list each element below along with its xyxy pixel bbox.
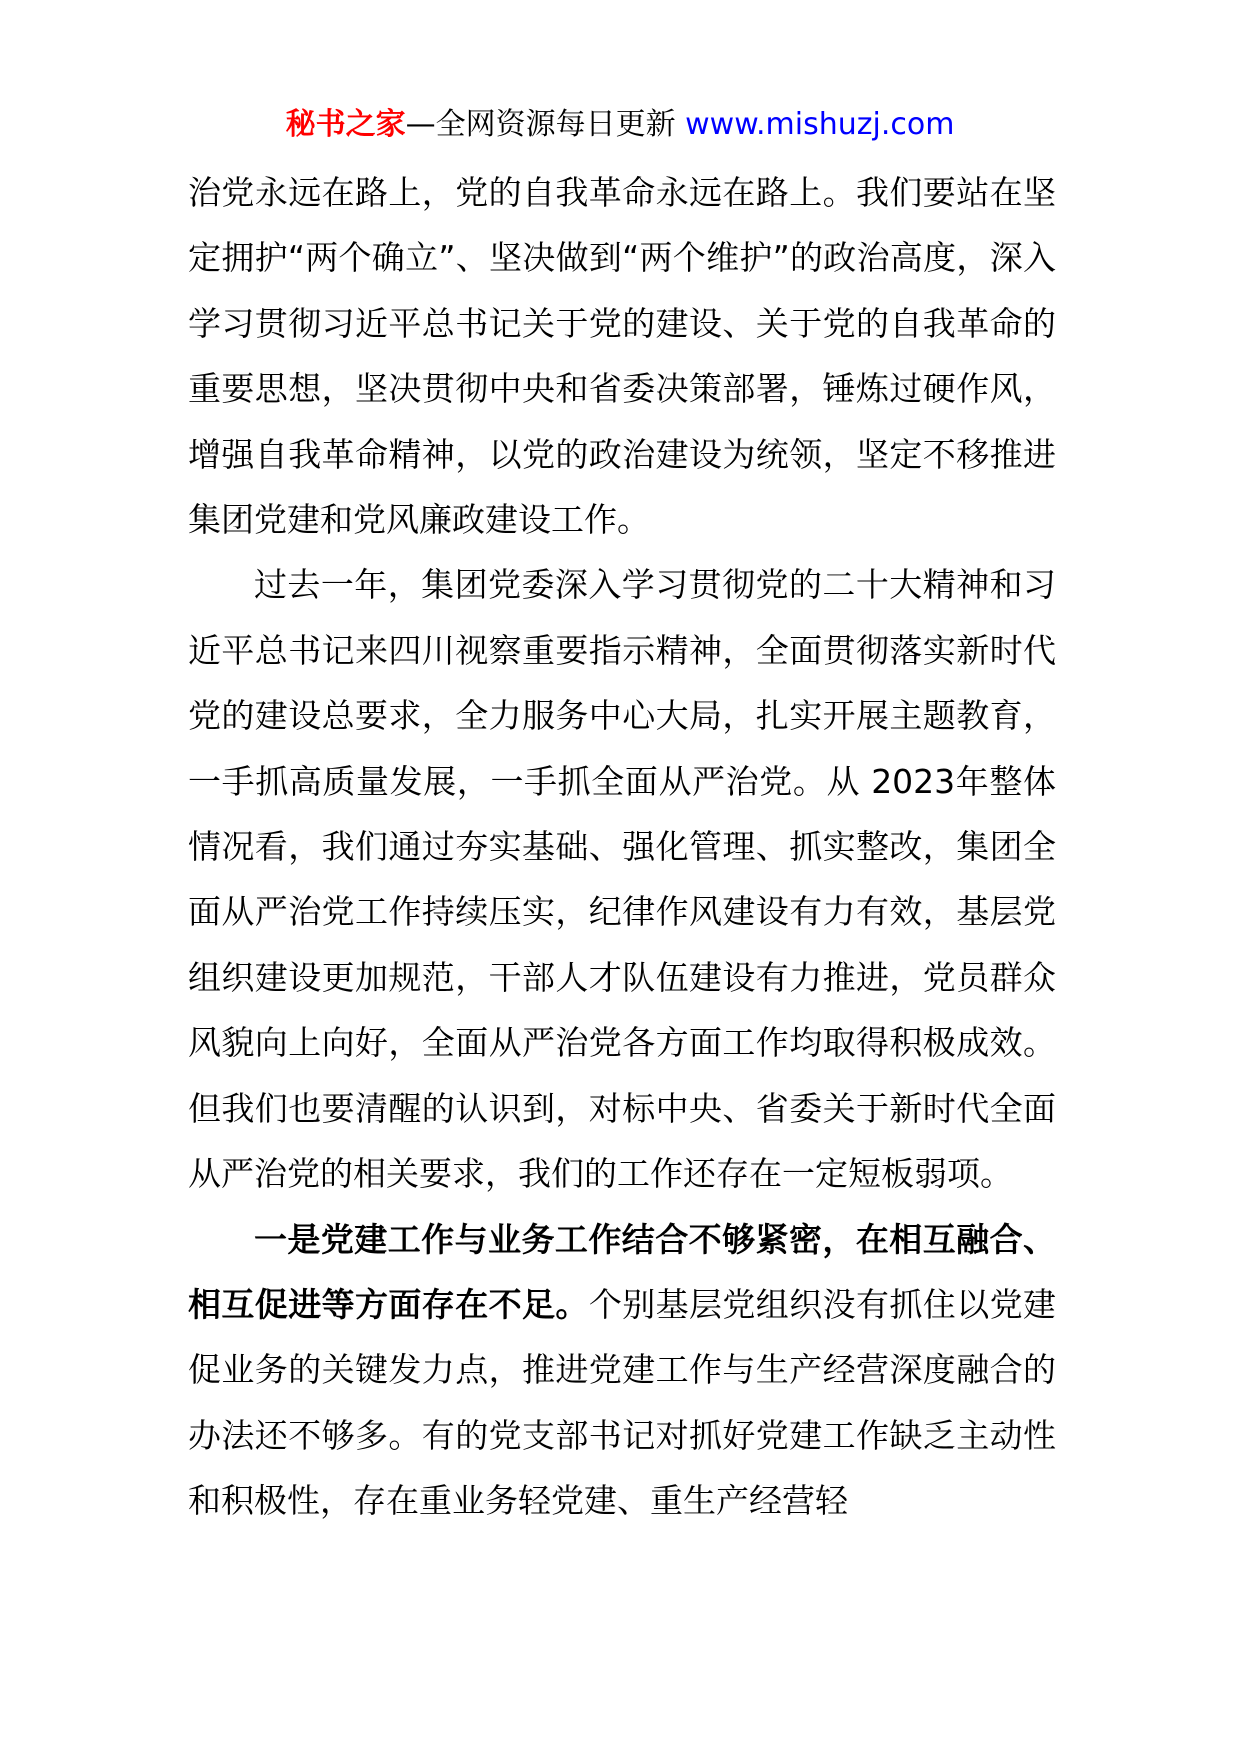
issue-one-heading: 一是党建工作与业务工作结合不够紧密，在相互融合、相互促进等方面存在不足。 [188,1219,1056,1324]
site-url-link[interactable]: www.mishuzj.com [685,107,955,142]
paragraph-issue-one [188,1207,1056,1534]
document-body [188,160,1056,1534]
issue-one-text: 个别基层党组织没有抓住以党建促业务的关键发力点，推进党建工作与生产经营深度融合的办法还不够多。有的党支部书记对抓好党建工作缺乏主动性和积极性，存在重业务轻党建、重生产经营轻 [188,1284,1057,1521]
site-tagline: —全网资源每日更新 [405,107,676,142]
paragraph-review: 过去一年，集团党委深入学习贯彻党的二十大精神和习近平总书记来四川视察重要指示精神，全面贯彻落实新时代党的建设总要求，全力服务中心大局，扎实开展主题教育，一手抓高质量发展，一手抓全面从严治党。从 2023年整体情况看，我们通过夯实基础、强化管理、抓实整改，集团全面从严治党工作持续压实，纪律作风建设有力有效，基层党组织建设更加规范，干部人才队伍建设有力推进，党员群众风貌向上向好，全面从严治党各方面工作均取得积极成效。但我们也要清醒的认识到，对标中央、省委关于新时代全面从严治党的相关要求，我们的工作还存在一定短板弱项。 [188,565,1056,1194]
site-brand: 秘书之家 [285,107,406,142]
site-header [0,100,1240,150]
paragraph-continuation: 治党永远在路上，党的自我革命永远在路上。我们要站在坚定拥护“两个确立”、坚决做到“两个维护”的政治高度，深入学习贯彻习近平总书记关于党的建设、关于党的自我革命的重要思想，坚决贯彻中央和省委决策部署，锤炼过硬作风，增强自我革命精神，以党的政治建设为统领，坚定不移推进集团党建和党风廉政建设工作。 [188,173,1056,540]
